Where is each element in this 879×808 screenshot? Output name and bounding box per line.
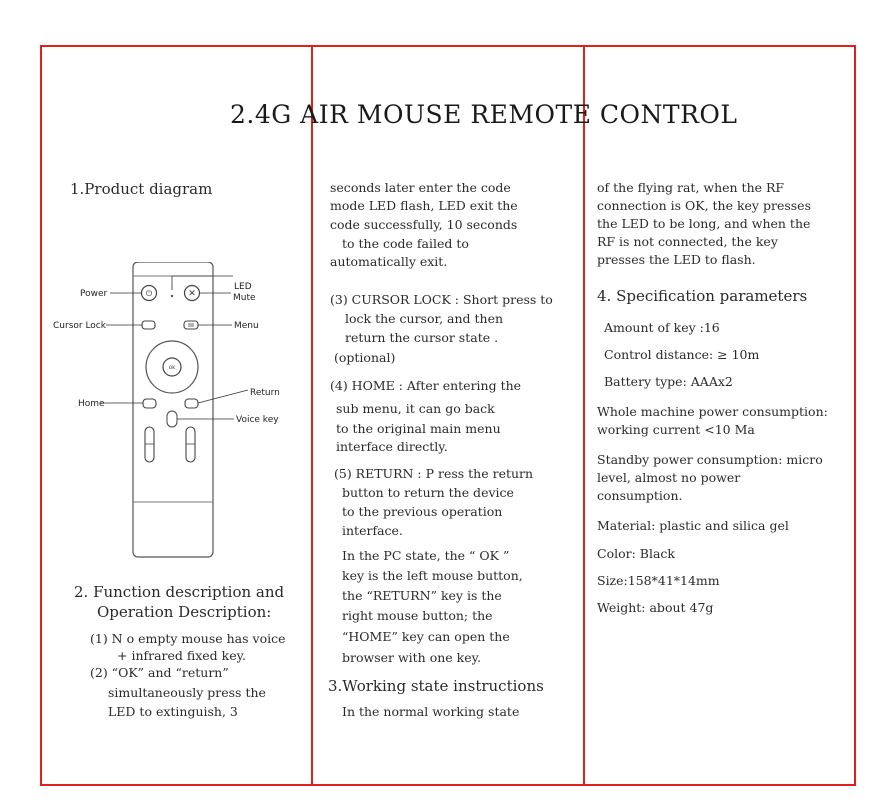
label-mute: Mute bbox=[233, 293, 256, 303]
spec-material: Material: plastic and silica gel bbox=[597, 518, 789, 533]
item-2-line-1: (2) “OK” and “return” bbox=[90, 665, 229, 680]
label-cursor-lock: Cursor Lock bbox=[53, 321, 106, 331]
item-5-line-2: button to return the device bbox=[342, 485, 514, 500]
item-5-line-1: (5) RETURN : P ress the return bbox=[334, 466, 534, 481]
label-power: Power bbox=[80, 289, 108, 299]
pc-line-4: right mouse button; the bbox=[342, 608, 493, 623]
spec-battery: Battery type: AAAx2 bbox=[604, 374, 733, 389]
spec-standby-line-2: level, almost no power bbox=[597, 470, 741, 485]
pc-line-5: “HOME” key can open the bbox=[342, 629, 510, 644]
col2-p1-line3: code successfully, 10 seconds bbox=[330, 217, 518, 232]
item-3-line-1: (3) CURSOR LOCK : Short press to bbox=[330, 292, 553, 307]
item-3-line-2: lock the cursor, and then bbox=[345, 311, 504, 326]
return-button bbox=[185, 399, 198, 408]
spec-keys: Amount of key :16 bbox=[604, 320, 720, 335]
item-4-line-3: to the original main menu bbox=[336, 421, 501, 436]
label-home: Home bbox=[78, 399, 105, 409]
col3-p1-line5: presses the LED to flash. bbox=[597, 252, 756, 267]
item-4-line-2: sub menu, it can go back bbox=[336, 401, 495, 416]
label-return: Return bbox=[250, 388, 280, 398]
col3-p1-line4: RF is not connected, the key bbox=[597, 234, 778, 249]
item-2-line-2: simultaneously press the bbox=[108, 685, 266, 700]
working-state-line: In the normal working state bbox=[342, 704, 520, 719]
col3-p1-line3: the LED to be long, and when the bbox=[597, 216, 811, 231]
col2-p1-line2: mode LED flash, LED exit the bbox=[330, 198, 518, 213]
col2-p1-line1: seconds later enter the code bbox=[330, 180, 511, 195]
spec-distance: Control distance: ≥ 10m bbox=[604, 347, 760, 362]
spec-standby-line-1: Standby power consumption: micro bbox=[597, 452, 823, 467]
menu-button bbox=[184, 321, 198, 329]
ok-label: OK bbox=[168, 366, 176, 371]
item-4-line-1: (4) HOME : After entering the bbox=[330, 378, 522, 393]
item-4-line-4: interface directly. bbox=[336, 439, 448, 454]
item-1-line-1: (1) N o empty mouse has voice bbox=[90, 631, 286, 646]
spec-weight: Weight: about 47g bbox=[597, 600, 714, 615]
label-menu: Menu bbox=[234, 321, 259, 331]
voice-button bbox=[167, 411, 177, 427]
label-voice-key: Voice key bbox=[236, 415, 279, 425]
page-title: 2.4G AIR MOUSE REMOTE CONTROL bbox=[230, 100, 738, 129]
led-indicator bbox=[171, 295, 173, 297]
item-5-line-4: interface. bbox=[342, 523, 403, 538]
home-button bbox=[143, 399, 156, 408]
cursor-lock-button bbox=[142, 321, 155, 329]
section-function-description-2: Operation Description: bbox=[97, 603, 272, 621]
column-divider-1 bbox=[311, 45, 313, 786]
col3-p1-line1: of the flying rat, when the RF bbox=[597, 180, 785, 195]
channel-rocker bbox=[186, 427, 195, 462]
column-divider-2 bbox=[583, 45, 585, 786]
label-led: LED bbox=[234, 282, 252, 292]
power-icon: ⏻ bbox=[145, 289, 153, 298]
item-3-line-3: return the cursor state . bbox=[345, 330, 499, 345]
volume-rocker bbox=[145, 427, 154, 462]
section-working-state: 3.Working state instructions bbox=[328, 677, 544, 695]
spec-power-line-1: Whole machine power consumption: bbox=[597, 404, 828, 419]
item-3-line-4: (optional) bbox=[334, 350, 396, 365]
item-2-line-3: LED to extinguish, 3 bbox=[108, 704, 238, 719]
pc-line-2: key is the left mouse button, bbox=[342, 568, 523, 583]
pc-line-3: the “RETURN” key is the bbox=[342, 588, 502, 603]
spec-size: Size:158*41*14mm bbox=[597, 573, 720, 588]
remote-body bbox=[133, 262, 213, 557]
item-5-line-3: to the previous operation bbox=[342, 504, 503, 519]
section-product-diagram: 1.Product diagram bbox=[70, 180, 213, 198]
col2-p1-line5: automatically exit. bbox=[330, 254, 448, 269]
spec-power-line-2: working current <10 Ma bbox=[597, 422, 755, 437]
item-1-line-2: + infrared fixed key. bbox=[117, 648, 247, 663]
spec-standby-line-3: consumption. bbox=[597, 488, 683, 503]
remote-diagram bbox=[48, 262, 308, 562]
spec-color: Color: Black bbox=[597, 546, 675, 561]
section-specification: 4. Specification parameters bbox=[597, 287, 808, 305]
section-function-description: 2. Function description and bbox=[74, 583, 285, 601]
pc-line-1: In the PC state, the “ OK ” bbox=[342, 548, 510, 563]
mute-icon: ✕ bbox=[188, 289, 196, 299]
pc-line-6: browser with one key. bbox=[342, 650, 482, 665]
col2-p1-line4: to the code failed to bbox=[342, 236, 469, 251]
col3-p1-line2: connection is OK, the key presses bbox=[597, 198, 811, 213]
